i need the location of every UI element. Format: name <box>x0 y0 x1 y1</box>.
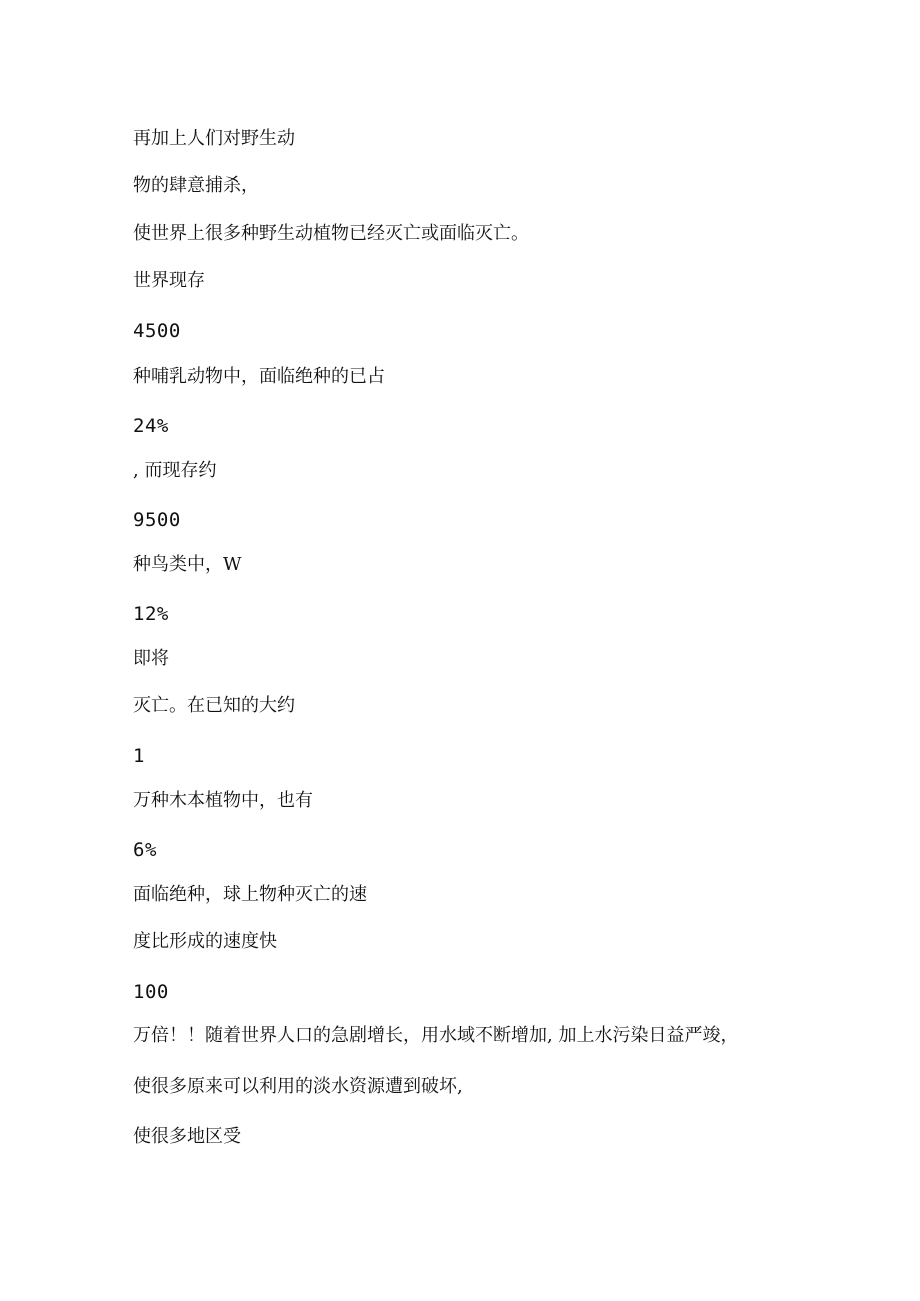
text-line: 使很多原来可以利用的淡水资源遭到破坏, <box>133 1076 463 1097</box>
number-line: 12% <box>133 603 169 625</box>
text-line: 度比形成的速度快 <box>133 931 277 952</box>
text-line: 使世界上很多种野生动植物已经灭亡或面临灭亡。 <box>133 223 529 244</box>
text-line: 即将 <box>133 648 169 669</box>
text-line: 物的肆意捕杀， <box>133 175 259 196</box>
text-line: 种鸟类中，W <box>133 554 242 575</box>
text-line: 万倍！！随着世界人口的急剧增长，用水域不断增加, 加上水污染日益严竣， <box>133 1025 739 1046</box>
text-line: 使很多地区受 <box>133 1126 241 1147</box>
number-line: 6% <box>133 839 157 861</box>
number-line: 24% <box>133 415 169 437</box>
text-line: 灭亡。在已知的大约 <box>133 695 295 716</box>
text-line: 面临绝种，球上物种灭亡的速 <box>133 884 367 905</box>
text-line: 世界现存 <box>133 270 205 291</box>
text-line: 种哺乳动物中，面临绝种的已占 <box>133 366 385 387</box>
text-line: , 而现存约 <box>133 460 217 481</box>
text-line: 再加上人们对野生动 <box>133 128 295 149</box>
number-line: 1 <box>133 745 145 767</box>
number-line: 9500 <box>133 509 181 531</box>
number-line: 4500 <box>133 320 181 342</box>
number-line: 100 <box>133 981 169 1003</box>
text-line: 万种木本植物中，也有 <box>133 790 313 811</box>
